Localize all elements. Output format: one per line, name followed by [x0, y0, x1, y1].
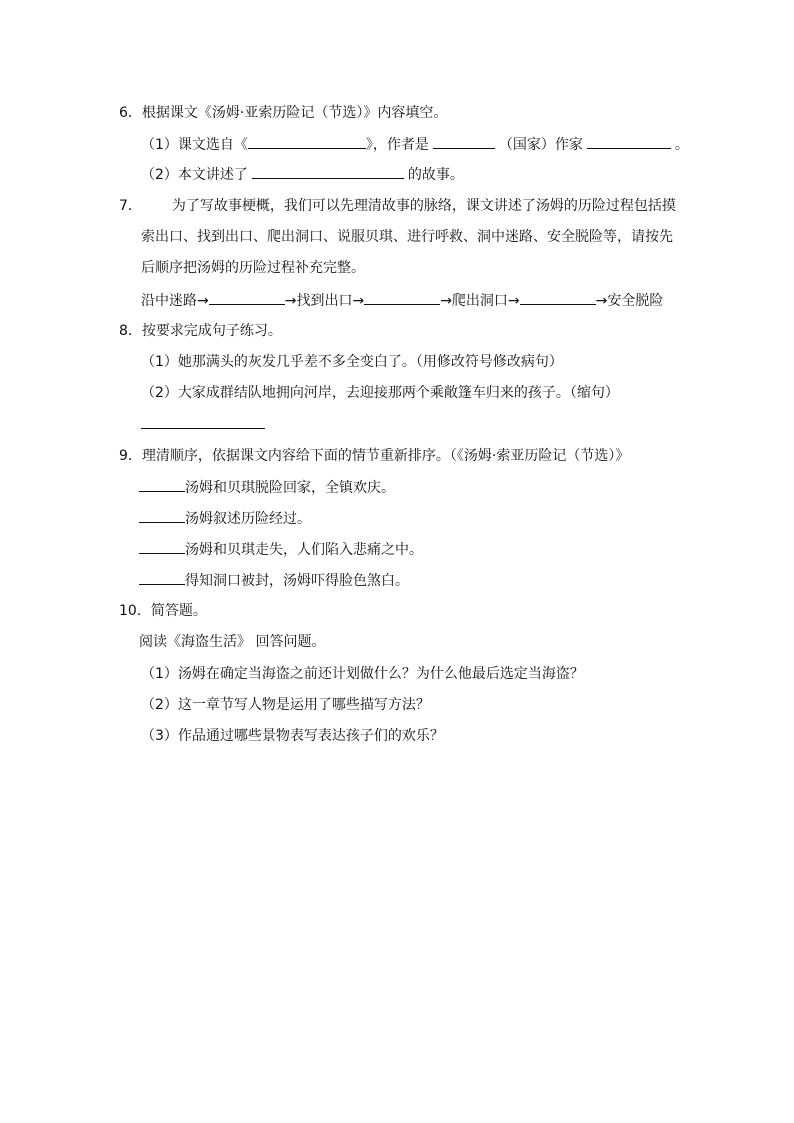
q9-stem-text: 理清顺序，依据课文内容给下面的情节重新排序。（《汤姆·索亚历险记（节选）》: [141, 448, 630, 464]
q6-sub1: [141, 134, 689, 155]
q8-stem-text: 按要求完成句子练习。: [141, 323, 282, 339]
q7-flow-step3: →爬出洞口→: [440, 293, 520, 309]
q8-sub1-text: （1）她那满头的灰发几乎差不多全变白了。（用修改符号修改病句）: [141, 354, 563, 370]
q9-item: [139, 570, 409, 591]
q6-country-blank[interactable]: [433, 134, 495, 149]
q6-number: 6．: [119, 105, 142, 121]
q7-line3: [141, 258, 365, 278]
q9-item: [139, 539, 423, 560]
q9-order-blank[interactable]: [139, 539, 185, 554]
q6-sub1-part-c: （国家）作家: [498, 137, 583, 153]
q10-sub: [141, 695, 430, 715]
q8-number: 8．: [119, 323, 142, 339]
q6-author-blank[interactable]: [587, 134, 671, 149]
q7-flow-blank-2[interactable]: [364, 290, 440, 305]
q9-number: 9．: [119, 448, 142, 464]
q7-flow: [141, 290, 663, 311]
q8-sub2-text: （2）大家成群结队地拥向河岸，去迎接那两个乘敞篷车归来的孩子。（缩句）: [141, 385, 619, 401]
q6-book-blank[interactable]: [248, 134, 366, 149]
q10-intro-text: 阅读《海盗生活》 回答问题。: [139, 634, 326, 650]
q7-number: 7．: [119, 198, 142, 214]
q10-sub: [141, 664, 584, 684]
q8-answer-blank[interactable]: [141, 414, 265, 429]
q9-item: [139, 508, 311, 529]
q7-line1-text: 为了写故事梗概，我们可以先理清故事的脉络，课文讲述了汤姆的历险过程包括摸: [171, 198, 676, 214]
q7-flow-blank-3[interactable]: [520, 290, 596, 305]
q6-sub1-part-a: （1）课文选自《: [141, 137, 248, 153]
q10-sub: [141, 726, 444, 746]
q9-order-blank[interactable]: [139, 508, 185, 523]
q9-item-text: 得知洞口被封，汤姆吓得脸色煞白。: [185, 573, 409, 589]
q6-stem-text: 根据课文《汤姆·亚索历险记（节选）》内容填空。: [141, 105, 448, 121]
q10-stem: [119, 601, 207, 621]
q9-item-text: 汤姆和贝琪走失，人们陷入悲痛之中。: [185, 542, 423, 558]
q10-sub-text: （2）这一章节写人物是运用了哪些描写方法？: [141, 697, 430, 713]
q8-sub1: [141, 352, 563, 372]
q6-sub2: [141, 164, 464, 185]
q9-item: [139, 477, 395, 498]
q7-flow-step2: →找到出口→: [284, 293, 365, 309]
q7-line2-text: 索出口、找到出口、爬出洞口、说服贝琪、进行呼救、洞中迷路、安全脱险等，请按先: [141, 229, 673, 245]
q8-sub2: [141, 383, 619, 403]
q8-stem: [119, 321, 282, 341]
q9-item-text: 汤姆和贝琪脱险回家，全镇欢庆。: [185, 480, 395, 496]
q6-sub2-part-b: 的故事。: [407, 167, 464, 183]
q9-order-blank[interactable]: [139, 477, 185, 492]
q6-sub1-part-b: 》，作者是: [365, 137, 429, 153]
q9-item-text: 汤姆叙述历险经过。: [185, 511, 311, 527]
q7-flow-blank-1[interactable]: [209, 290, 285, 305]
q6-stem: [119, 103, 447, 123]
q7-line1: [119, 196, 676, 216]
q6-story-blank[interactable]: [252, 164, 404, 179]
q10-intro: [139, 632, 325, 652]
q10-sub-text: （3）作品通过哪些景物表写表达孩子们的欢乐？: [141, 728, 444, 744]
q10-stem-text: 简答题。: [150, 603, 207, 619]
q7-line2: [141, 227, 673, 247]
q6-sub2-part-a: （2）本文讲述了: [141, 167, 248, 183]
q7-flow-step1: 沿中迷路→: [141, 293, 209, 309]
q9-stem: [119, 446, 629, 466]
q7-line3-text: 后顺序把汤姆的历险过程补充完整。: [141, 260, 365, 276]
q7-flow-step4: →安全脱险: [595, 293, 664, 309]
q6-sub1-part-d: 。: [674, 137, 689, 153]
q9-order-blank[interactable]: [139, 570, 185, 585]
q10-number: 10．: [119, 603, 151, 619]
q10-sub-text: （1）汤姆在确定当海盗之前还计划做什么？为什么他最后选定当海盗？: [141, 666, 584, 682]
